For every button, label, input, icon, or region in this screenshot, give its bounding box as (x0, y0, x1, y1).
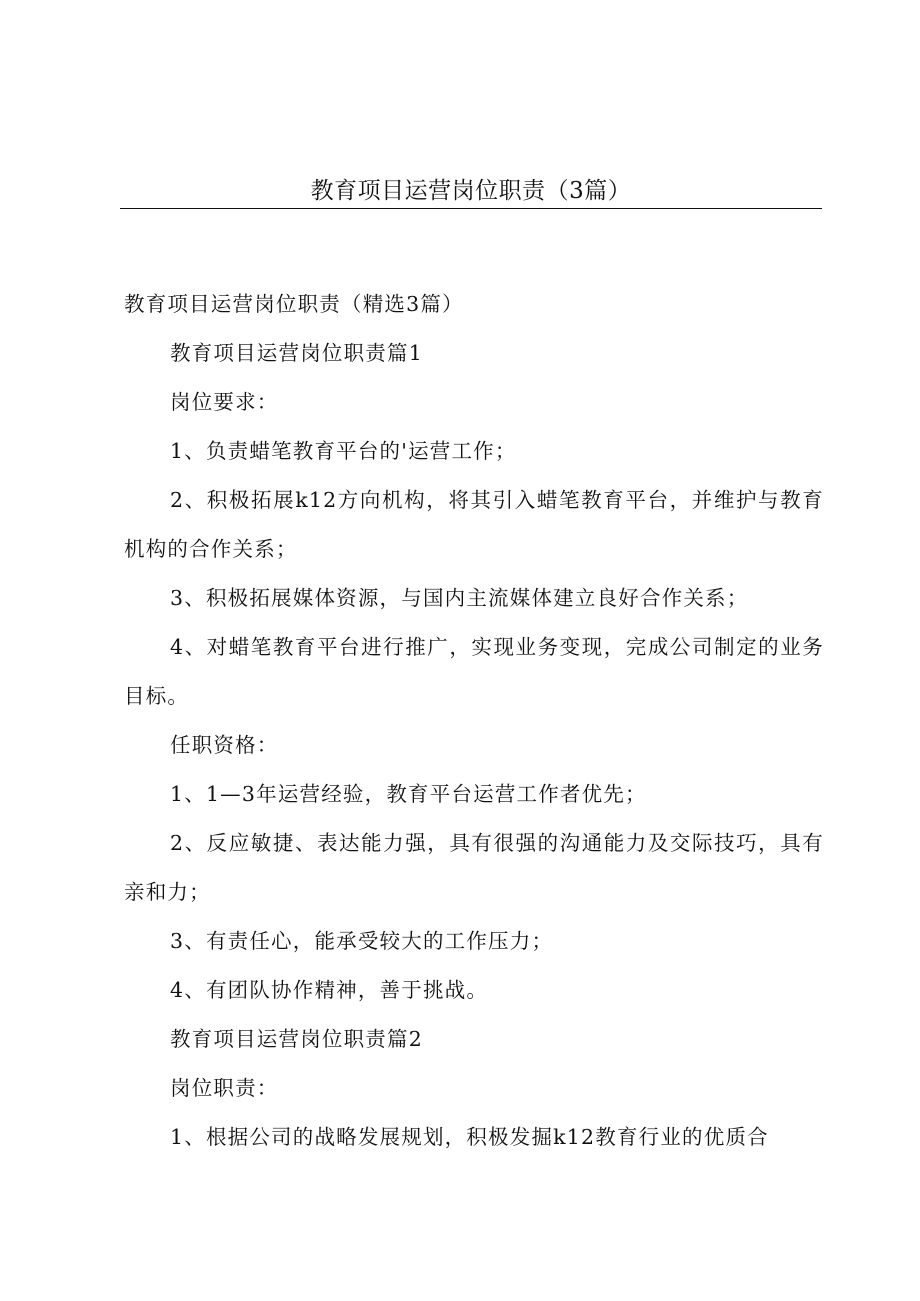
document-title: 教育项目运营岗位职责（3篇） (310, 178, 632, 204)
list-item: 3、积极拓展媒体资源，与国内主流媒体建立良好合作关系； (170, 586, 749, 610)
subsection-heading: 任职资格： (170, 733, 279, 757)
document-body (124, 280, 824, 1162)
list-item: 2、反应敏捷、表达能力强，具有很强的沟通能力及交际技巧，具有亲和力； (124, 831, 824, 904)
subsection-heading: 岗位要求： (170, 390, 279, 414)
list-item: 4、有团队协作精神，善于挑战。 (170, 978, 489, 1002)
subsection-heading: 岗位职责： (170, 1076, 279, 1100)
list-item: 4、对蜡笔教育平台进行推广，实现业务变现，完成公司制定的业务目标。 (124, 635, 824, 708)
title-underline (120, 208, 822, 209)
list-item: 3、有责任心，能承受较大的工作压力； (170, 929, 554, 953)
section-heading: 教育项目运营岗位职责篇1 (170, 341, 423, 365)
list-item: 1、负责蜡笔教育平台的'运营工作； (170, 439, 517, 463)
list-item: 1、根据公司的战略发展规划，积极发掘k12教育行业的优质合 (170, 1125, 769, 1149)
document-subtitle: 教育项目运营岗位职责（精选3篇） (124, 292, 464, 316)
section-heading: 教育项目运营岗位职责篇2 (170, 1027, 423, 1051)
list-item: 1、1—3年运营经验，教育平台运营工作者优先； (170, 782, 647, 806)
list-item: 2、积极拓展k12方向机构，将其引入蜡笔教育平台，并维护与教育机构的合作关系； (124, 488, 824, 561)
